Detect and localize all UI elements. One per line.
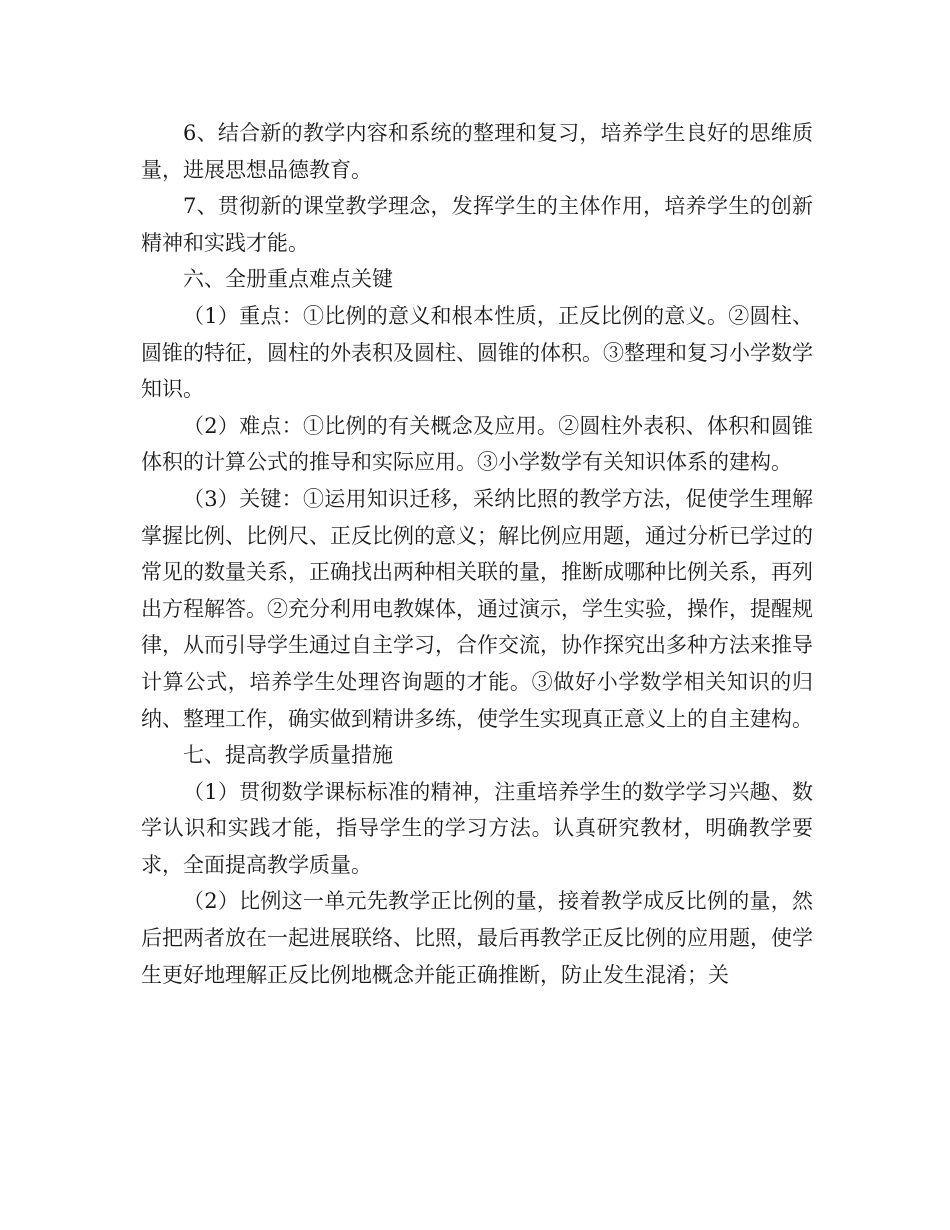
paragraph-keys: （3）关键：①运用知识迁移，采纳比照的教学方法，促使学生理解掌握比例、比例尺、正反比例的意义；解比例应用题，通过分析已学过的常见的数量关系，正确找出两种相关联的量，推断成哪种比例关系，再列出方程解答。②充分利用电教媒体，通过演示，学生实验，操作，提醒规律，从而引导学生通过自主学习，合作交流，协作探究出多种方法来推导计算公式，培养学生处理咨询题的才能。③做好小学数学相关知识的归纳、整理工作，确实做到精讲多练，使学生实现真正意义上的自主建构。 [141,486,813,731]
document-body [141,115,813,993]
paragraph-measure-2: （2）比例这一单元先教学正比例的量，接着教学成反比例的量，然后把两者放在一起进展联络、比照，最后再教学正反比例的应用题，使学生更好地理解正反比例地概念并能正确推断，防止发生混淆；关 [141,889,813,987]
section-heading-quality-measures: 七、提高教学质量措施 [183,743,393,768]
paragraph-key-points: （1）重点：①比例的意义和根本性质，正反比例的意义。②圆柱、圆锥的特征，圆柱的外表积及圆柱、圆锥的体积。③整理和复习小学数学知识。 [141,303,813,402]
paragraph-measure-1: （1）贯彻数学课标标准的精神，注重培养学生的数学学习兴趣、数学认识和实践才能，指导学生的学习方法。认真研究教材，明确教学要求，全面提高教学质量。 [141,779,813,877]
paragraph-item-6: 6、结合新的教学内容和系统的整理和复习，培养学生良好的思维质量，进展思想品德教育。 [141,121,813,182]
paragraph-difficulties: （2）难点：①比例的有关概念及应用。②圆柱外表积、体积和圆锥体积的计算公式的推导和实际应用。③小学数学有关知识体系的建构。 [141,413,813,475]
section-heading-key-points: 六、全册重点难点关键 [183,267,393,292]
paragraph-item-7: 7、贯彻新的课堂教学理念，发挥学生的主体作用，培养学生的创新精神和实践才能。 [141,194,813,255]
